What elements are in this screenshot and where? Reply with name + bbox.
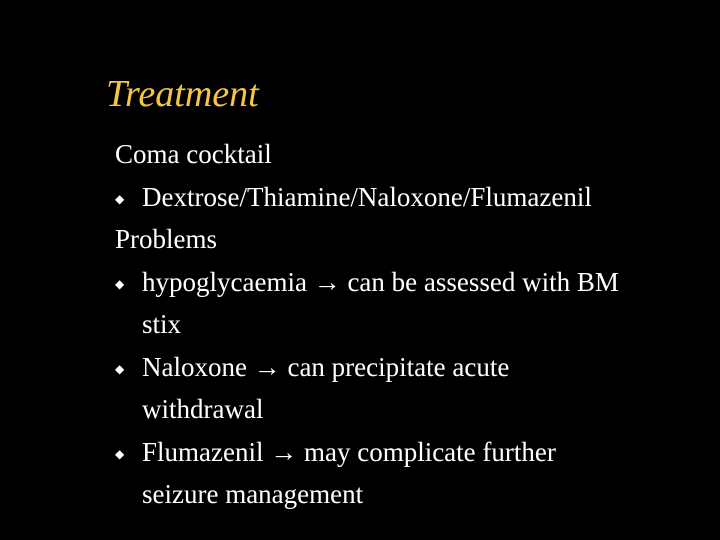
diamond-bullet-icon: ◆ xyxy=(115,191,125,206)
bullet-text-line: Naloxone → can precipitate acute xyxy=(142,351,510,382)
slide-title: Treatment xyxy=(106,73,259,115)
bullet-text-continuation: seizure management xyxy=(142,479,364,509)
diamond-bullet-icon: ◆ xyxy=(115,446,125,461)
bullet-text-continuation: stix xyxy=(142,309,182,339)
bullet-text-continuation: withdrawal xyxy=(142,394,264,424)
section-heading-coma-cocktail: Coma cocktail xyxy=(115,139,272,169)
section-heading-problems: Problems xyxy=(115,224,218,254)
bullet-text-line: Dextrose/Thiamine/Naloxone/Flumazenil xyxy=(142,181,592,212)
bullet-item-flumazenil xyxy=(115,431,715,516)
diamond-bullet-icon: ◆ xyxy=(115,361,125,376)
bullet-item-naloxone xyxy=(115,346,715,431)
bullet-item-hypoglycaemia xyxy=(115,261,715,346)
slide-body xyxy=(115,133,715,516)
bullet-text-line: hypoglycaemia → can be assessed with BM xyxy=(142,266,619,297)
bullet-text-line: Flumazenil → may complicate further xyxy=(142,436,556,467)
bullet-item-dextrose xyxy=(115,176,715,219)
diamond-bullet-icon: ◆ xyxy=(115,276,125,291)
